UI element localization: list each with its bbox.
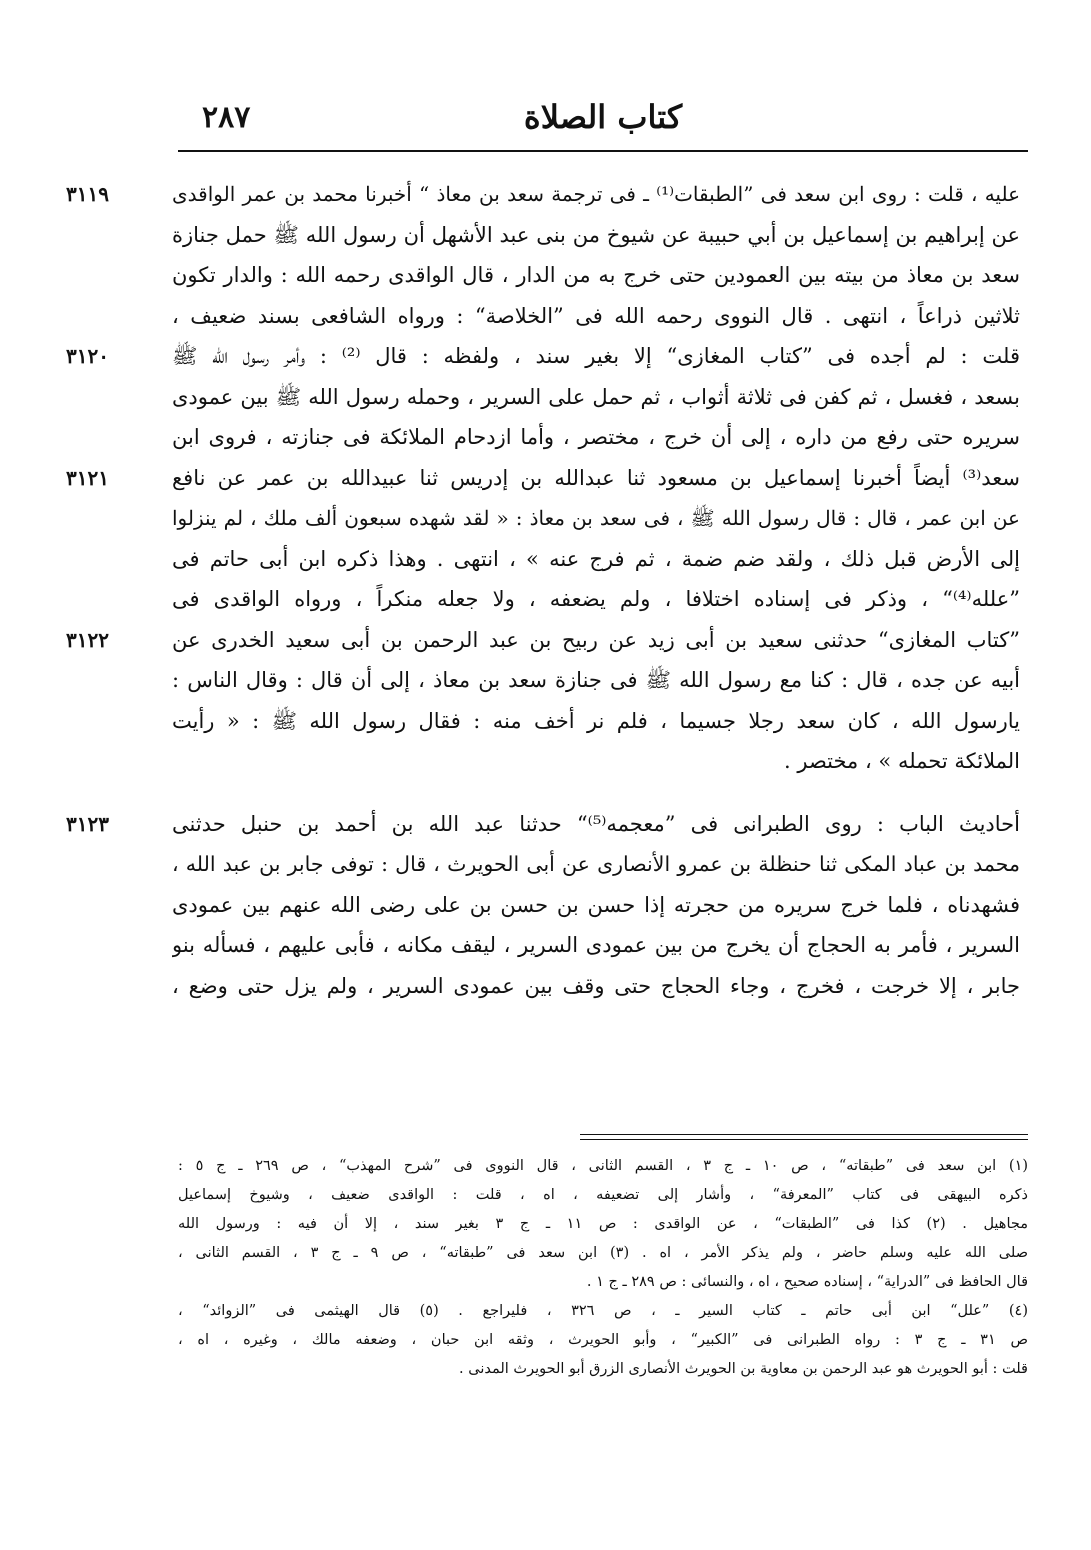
text-line: ”كتاب المغازى“ حدثنى سعيد بن أبى زيد عن ربيح بن عبد الرحمن بن أبى سعيد الخدرى عن [172, 627, 1020, 652]
footnote-line: قلت : أبو الحويرث هو عبد الرحمن بن معاوية بن الحويرث الأنصارى الزرق أبو الحويرث المدنى . [459, 1361, 1028, 1377]
paragraph [66, 620, 1020, 782]
text-line: عليه ، قلت : روى ابن سعد فى ”الطبقات⁽¹⁾ ـ فى ترجمة سعد بن معاذ “ أخبرنا محمد بن عمر الواقدى [172, 182, 1020, 206]
paragraph [66, 458, 1020, 620]
text-line: السرير ، فأمر به الحجاج أن يخرج من بين عمودى السرير ، ليقف مكانه ، فأبى عليهم ، فسأله بنو [172, 933, 1020, 957]
text-line: ثلاثين ذراعاً ، انتهى . قال النووى رحمه الله فى ”الخلاصة“ : ورواه الشافعى بسند ضعيف ، [172, 303, 1020, 328]
paragraph [66, 336, 1020, 458]
footnote-divider [580, 1139, 1028, 1140]
footnote-line: صلى الله عليه وسلم حاضر ، ولم يذكر الأمر ، اه . (٣) ابن سعد فى ”طبقاته“ ، ص ٩ ـ ج ٣ ، القسم الثانى ، [178, 1245, 1028, 1261]
text-line: عن إبراهيم بن إسماعيل بن أبي حبيبة عن شيوخ من بنى عبد الأشهل أن رسول الله ﷺ حمل جنازة [172, 222, 1020, 247]
running-title: كتاب الصلاة [523, 98, 683, 136]
text-line: جابر ، إلا خرجت ، فخرج ، وجاء الحجاج حتى وقف بين عمودى السرير ، ولم يزل حتى وضع ، [172, 973, 1020, 998]
footnote-line: (١) ابن سعد فى ”طبقاته“ ، ص ١٠ ـ ج ٣ ، القسم الثانى ، قال النووى فى ”شرح المهذب“ ، ص ٢٦٩ ـ ج ٥ : [178, 1158, 1028, 1174]
footnote-divider [580, 1134, 1028, 1135]
main-text [66, 174, 1082, 1006]
hadith-number: ٣١٢١ [66, 465, 109, 490]
footnote-line: قال الحافظ فى ”الدراية“ ، إسناده صحيح ، اه ، والنسائى : ص ٢٨٩ ـ ج ١ . [586, 1274, 1028, 1290]
paragraph [66, 174, 1020, 336]
text-line: أحاديث الباب : روى الطبرانى فى ”معجمه⁽⁵⁾“ حدثنا عبد الله بن أحمد بن حنبل حدثنى [172, 811, 1020, 836]
text-line: إلى الأرض قبل ذلك ، ولقد ضم ضمة ، ثم فرج عنه » ، انتهى . وهذا ذكره ابن أبى حاتم فى [172, 546, 1020, 571]
footnotes [178, 1152, 1028, 1384]
text-line: يارسول الله ، كان سعد رجلا جسيما ، فلم نر أخف منه : فقال رسول الله ﷺ : « رأيت [172, 708, 1020, 733]
page-number: ٢٨٧ [202, 100, 251, 135]
text-line: سعد بن معاذ من بيته بين العمودين حتى خرج به من الدار ، قال الواقدى رحمه الله : والدار تكون [172, 263, 1020, 287]
text-line: قلت : لم أجده فى ”كتاب المغازى“ إلا بغير سند ، ولفظه : قال ⁽²⁾ : وأمر رسول الله ﷺ [172, 344, 1020, 368]
text-line: فشهدناه ، فلما خرج سريره من حجرته إذا حسن بن حسن بن على رضى الله عنهم بين عمودى [172, 892, 1020, 917]
footnote-line: ذكره البيهقى فى كتاب ”المعرفة“ ، وأشار إلى تضعيفه ، اه ، قلت : الواقدى ضعيف ، وشيوخ إسماعيل [178, 1187, 1028, 1203]
paragraph [66, 804, 1020, 1007]
footnote-line: (٤) ”علل“ ابن أبى حاتم ـ كتاب السير ـ ، ص ٣٢٦ ، فليراجع . (٥) قال الهيثمى فى ”الزوائد“ ، [178, 1303, 1028, 1319]
hadith-number: ٣١١٩ [66, 182, 109, 206]
text-line: عن ابن عمر ، قال : قال رسول الله ﷺ ، فى سعد بن معاذ : « لقد شهده سبعون ألف ملك ، لم ينزلوا [172, 506, 1020, 530]
footnote-line: مجاهيل . (٢) كذا فى ”الطبقات“ ، عن الواقدى : ص ١١ ـ ج ٣ بغير سند ، إلا أن فيه : ورسول الله [178, 1216, 1028, 1232]
text-line: الملائكة تحمله » ، مختصر . [784, 749, 1020, 773]
text-line: سعد⁽³⁾ أيضاً أخبرنا إسماعيل بن مسعود ثنا عبدالله بن إدريس ثنا عبيدالله بن عمر عن نافع [172, 465, 1020, 490]
header-rule [178, 150, 1028, 152]
hadith-number: ٣١٢٠ [66, 344, 109, 368]
text-line: ”علله⁽⁴⁾“ ، وذكر فى إسناده اختلافا ، ولم يضعفه ، ولا جعله منكراً ، ورواه الواقدى فى [172, 587, 1020, 611]
text-line: بسعد ، فغسل ، ثم كفن فى ثلاثة أثواب ، ثم حمل على السرير ، وحمله رسول الله ﷺ بين عمودى [172, 384, 1020, 409]
text-line: أبيه عن جده ، قال : كنا مع رسول الله ﷺ فى جنازة سعد بن معاذ ، إلى أن قال : وقال الناس : [172, 668, 1020, 692]
hadith-number: ٣١٢٢ [66, 627, 109, 652]
text-line: محمد بن عباد المكى ثنا حنظلة بن عمرو الأنصارى عن أبى الحويرث ، قال : توفى جابر بن عبد الله ، [172, 852, 1020, 876]
hadith-number: ٣١٢٣ [66, 811, 109, 836]
page-header [178, 96, 1028, 152]
footnote-line: ص ٣١ ـ ج ٣ : رواه الطبرانى فى ”الكبير“ ، وأبو الحويرث ، وثقه ابن حبان ، وضعفه مالك ، وغيره ، اه ، [178, 1332, 1028, 1348]
text-line: سريره حتى رفع من داره ، إلى أن خرج ، مختصر ، وأما ازدحام الملائكة فى جنازته ، فروى ابن [172, 425, 1020, 449]
